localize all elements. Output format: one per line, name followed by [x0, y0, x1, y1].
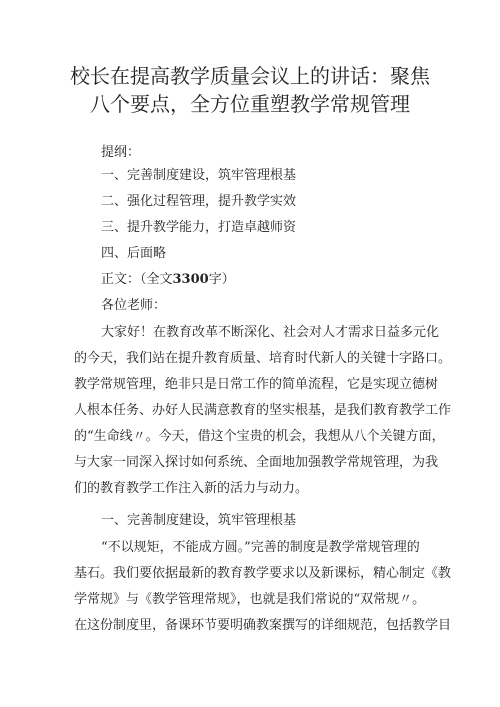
paragraph-section-1: [74, 535, 452, 639]
paragraph-line: 学常规》与《教学管理常规》，也就是我们常说的“双常规〃。: [74, 592, 426, 607]
paragraph-line: 们的教育教学工作注入新的活力与动力。: [74, 481, 309, 496]
greeting: 各位老师：: [101, 298, 167, 313]
outline-item-1: 一、完善制度建设，筑牢管理根基: [101, 168, 297, 183]
body-label: [101, 270, 235, 290]
outline-label: 提纲：: [101, 145, 141, 160]
outline-item-3: 三、提升教学能力，打造卓越师资: [101, 220, 297, 235]
paragraph-line: 教学常规管理，绝非只是日常工作的简单流程，它是实现立德树: [74, 377, 439, 392]
body-label-count: 3300: [172, 272, 209, 287]
document-title-line-2: 八个要点，全方位重塑教学常规管理: [90, 92, 410, 116]
outline-item-2: 二、强化过程管理，提升教学实效: [101, 194, 297, 209]
body-label-suffix: 字）: [208, 272, 235, 287]
paragraph-line: 在这份制度里，备课环节要明确教案撰写的详细规范，包括教学目: [74, 618, 452, 633]
paragraph-line: “不以规矩，不能成方圆。”完善的制度是教学常规管理的: [101, 540, 420, 555]
paragraph-line: 基石。我们要依据最新的教育教学要求以及新课标，精心制定《教: [74, 566, 452, 581]
paragraph-line: 大家好！在教育改革不断深化、社会对人才需求日益多元化: [101, 325, 440, 340]
paragraph-line: 与大家一同深入探讨如何系统、全面地加强教学常规管理，为我: [74, 455, 439, 470]
section-heading-1: 一、完善制度建设，筑牢管理根基: [101, 513, 297, 528]
paragraph-line: 人根本任务、办好人民满意教育的坚实根基，是我们教育教学工作: [74, 403, 452, 418]
paragraph-line: 的今天，我们站在提升教育质量、培育时代新人的关键十字路口。: [74, 351, 452, 366]
outline-item-4: 四、后面略: [101, 246, 167, 261]
document-title-line-1: 校长在提高教学质量会议上的讲话：聚焦: [70, 64, 430, 88]
paragraph-intro: [74, 320, 452, 502]
paragraph-line: 的“生命线〃。今天，借这个宝贵的机会，我想从八个关键方面，: [74, 429, 445, 444]
body-label-prefix: 正文：（全文: [101, 272, 173, 287]
